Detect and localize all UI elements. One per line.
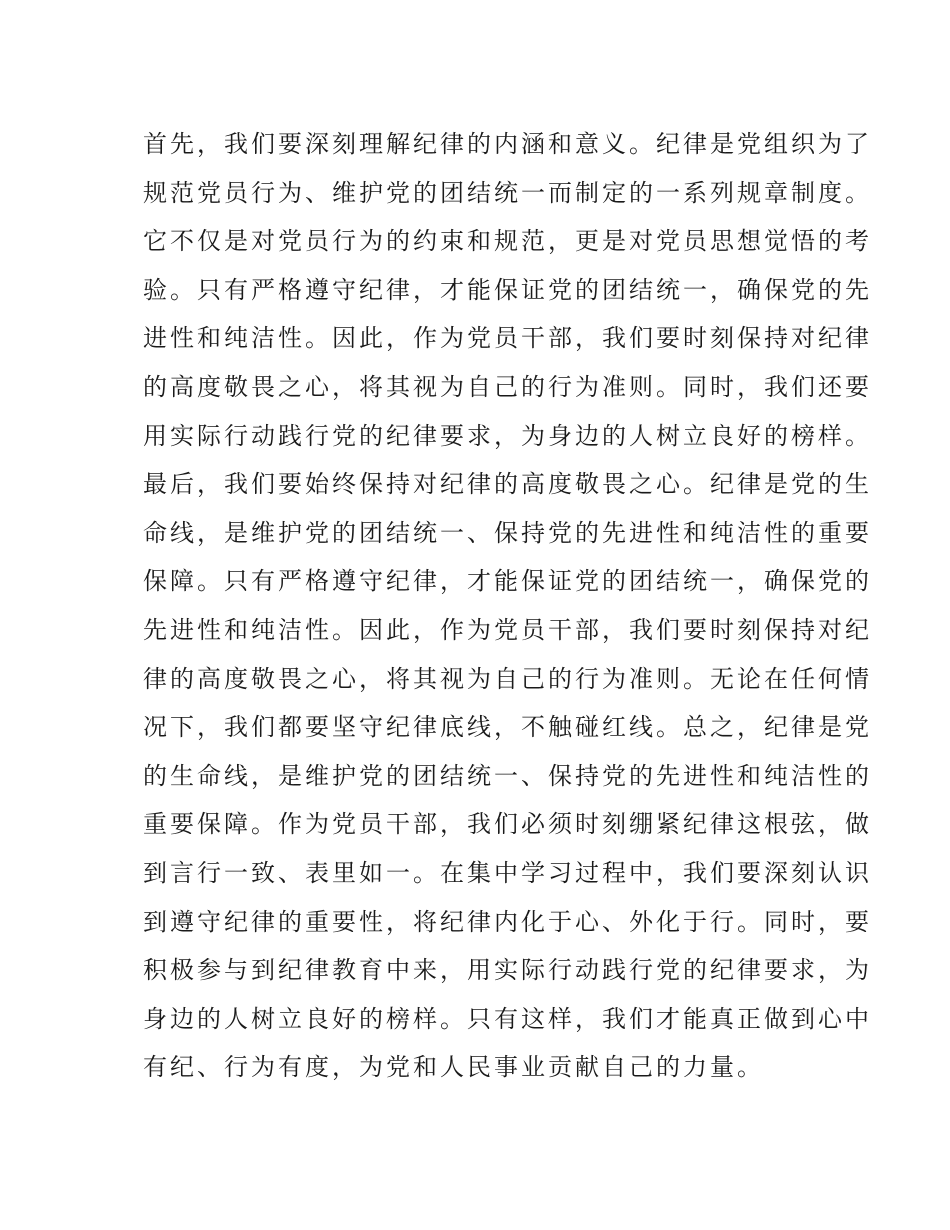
body-text [143, 120, 872, 1092]
text-line-6: 的高度敬畏之心，将其视为自己的行为准则。同时，我们还要 [143, 372, 872, 401]
text-line-20: 有纪、行为有度，为党和人民事业贡献自己的力量。 [143, 1053, 764, 1082]
text-line-9: 命线，是维护党的团结统一、保持党的先进性和纯洁性的重要 [143, 518, 872, 547]
text-line-14: 的生命线，是维护党的团结统一、保持党的先进性和纯洁性的 [143, 761, 872, 790]
text-line-5: 进性和纯洁性。因此，作为党员干部，我们要时刻保持对纪律 [143, 324, 872, 353]
text-line-7: 用实际行动践行党的纪律要求，为身边的人树立良好的榜样。 [143, 421, 872, 450]
text-line-17: 到遵守纪律的重要性，将纪律内化于心、外化于行。同时，要 [143, 907, 872, 936]
text-line-15: 重要保障。作为党员干部，我们必须时刻绷紧纪律这根弦，做 [143, 810, 872, 839]
text-line-2: 规范党员行为、维护党的团结统一而制定的一系列规章制度。 [143, 178, 872, 207]
text-line-4: 验。只有严格遵守纪律，才能保证党的团结统一，确保党的先 [143, 275, 872, 304]
text-line-13: 况下，我们都要坚守纪律底线，不触碰红线。总之，纪律是党 [143, 713, 872, 742]
text-line-18: 积极参与到纪律教育中来，用实际行动践行党的纪律要求，为 [143, 956, 872, 985]
text-line-16: 到言行一致、表里如一。在集中学习过程中，我们要深刻认识 [143, 858, 872, 887]
text-line-19: 身边的人树立良好的榜样。只有这样，我们才能真正做到心中 [143, 1004, 872, 1033]
text-line-1: 首先，我们要深刻理解纪律的内涵和意义。纪律是党组织为了 [143, 130, 872, 158]
text-line-8: 最后，我们要始终保持对纪律的高度敬畏之心。纪律是党的生 [143, 470, 872, 499]
text-line-11: 先进性和纯洁性。因此，作为党员干部，我们要时刻保持对纪 [143, 615, 872, 644]
text-line-12: 律的高度敬畏之心，将其视为自己的行为准则。无论在任何情 [143, 664, 872, 693]
text-line-10: 保障。只有严格遵守纪律，才能保证党的团结统一，确保党的 [143, 567, 872, 596]
text-line-3: 它不仅是对党员行为的约束和规范，更是对党员思想觉悟的考 [143, 227, 872, 256]
